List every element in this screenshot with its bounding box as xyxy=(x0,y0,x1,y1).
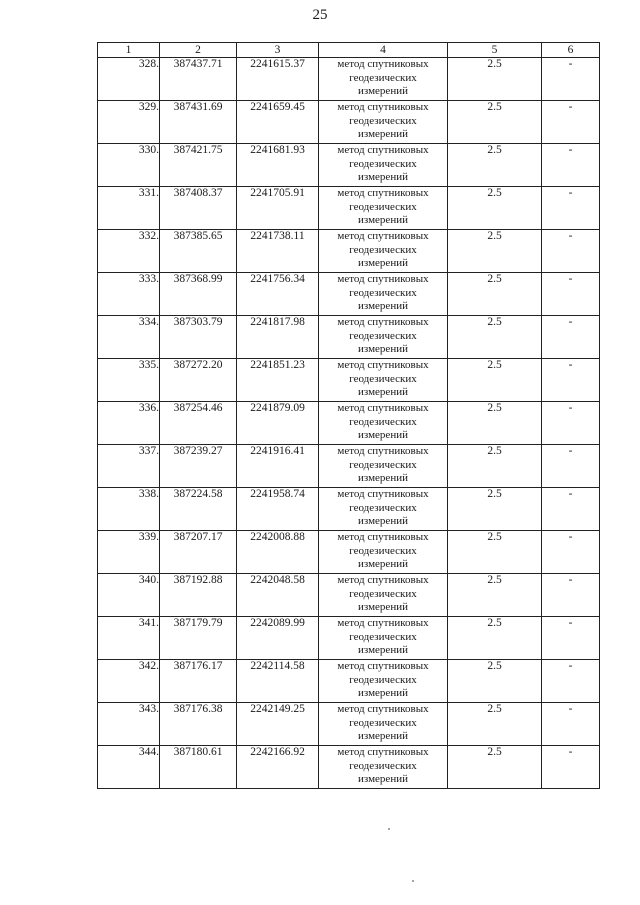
y-coordinate-cell: 2241851.23 xyxy=(237,359,319,402)
note-cell: - xyxy=(542,273,600,316)
note-cell: - xyxy=(542,617,600,660)
accuracy-cell: 2.5 xyxy=(448,617,542,660)
header-row xyxy=(98,43,600,58)
x-coordinate-cell: 387303.79 xyxy=(160,316,237,359)
method-line: измерений xyxy=(358,85,408,97)
column-header: 1 xyxy=(98,43,160,58)
point-number-cell: 328. xyxy=(98,58,160,101)
method-cell xyxy=(319,746,448,789)
method-line: измерений xyxy=(358,558,408,570)
note-cell: - xyxy=(542,230,600,273)
table-row xyxy=(98,316,600,359)
column-header: 6 xyxy=(542,43,600,58)
y-coordinate-cell: 2241916.41 xyxy=(237,445,319,488)
method-line: измерений xyxy=(358,601,408,613)
accuracy-cell: 2.5 xyxy=(448,488,542,531)
x-coordinate-cell: 387192.88 xyxy=(160,574,237,617)
method-line: измерений xyxy=(358,515,408,527)
point-number-cell: 340. xyxy=(98,574,160,617)
method-line: метод спутниковых xyxy=(337,703,429,715)
method-line: метод спутниковых xyxy=(337,531,429,543)
method-line: метод спутниковых xyxy=(337,316,429,328)
method-cell xyxy=(319,617,448,660)
method-line: метод спутниковых xyxy=(337,144,429,156)
accuracy-cell: 2.5 xyxy=(448,402,542,445)
method-cell xyxy=(319,402,448,445)
coordinates-table xyxy=(97,42,600,789)
table-row xyxy=(98,273,600,316)
method-cell xyxy=(319,230,448,273)
column-header: 2 xyxy=(160,43,237,58)
table-body xyxy=(98,58,600,789)
note-cell: - xyxy=(542,144,600,187)
table-header xyxy=(98,43,600,58)
point-number-cell: 341. xyxy=(98,617,160,660)
method-line: метод спутниковых xyxy=(337,402,429,414)
accuracy-cell: 2.5 xyxy=(448,316,542,359)
table-row xyxy=(98,574,600,617)
column-header: 3 xyxy=(237,43,319,58)
accuracy-cell: 2.5 xyxy=(448,273,542,316)
accuracy-cell: 2.5 xyxy=(448,101,542,144)
accuracy-cell: 2.5 xyxy=(448,359,542,402)
table-row xyxy=(98,703,600,746)
y-coordinate-cell: 2241958.74 xyxy=(237,488,319,531)
note-cell: - xyxy=(542,101,600,144)
column-header: 5 xyxy=(448,43,542,58)
x-coordinate-cell: 387224.58 xyxy=(160,488,237,531)
method-cell xyxy=(319,703,448,746)
method-line: измерений xyxy=(358,429,408,441)
method-line: метод спутниковых xyxy=(337,230,429,242)
note-cell: - xyxy=(542,359,600,402)
method-line: метод спутниковых xyxy=(337,660,429,672)
method-cell xyxy=(319,144,448,187)
method-line: метод спутниковых xyxy=(337,359,429,371)
method-line: геодезических xyxy=(349,114,417,127)
y-coordinate-cell: 2242089.99 xyxy=(237,617,319,660)
note-cell: - xyxy=(542,316,600,359)
accuracy-cell: 2.5 xyxy=(448,445,542,488)
note-cell: - xyxy=(542,488,600,531)
accuracy-cell: 2.5 xyxy=(448,187,542,230)
y-coordinate-cell: 2242048.58 xyxy=(237,574,319,617)
method-cell xyxy=(319,316,448,359)
method-line: измерений xyxy=(358,171,408,183)
table-row xyxy=(98,359,600,402)
point-number-cell: 332. xyxy=(98,230,160,273)
note-cell: - xyxy=(542,703,600,746)
method-line: геодезических xyxy=(349,243,417,256)
note-cell: - xyxy=(542,445,600,488)
method-line: измерений xyxy=(358,730,408,742)
point-number-cell: 333. xyxy=(98,273,160,316)
x-coordinate-cell: 387180.61 xyxy=(160,746,237,789)
table-row xyxy=(98,101,600,144)
point-number-cell: 344. xyxy=(98,746,160,789)
table-row xyxy=(98,488,600,531)
table-row xyxy=(98,230,600,273)
point-number-cell: 330. xyxy=(98,144,160,187)
accuracy-cell: 2.5 xyxy=(448,531,542,574)
method-line: измерений xyxy=(358,773,408,785)
point-number-cell: 334. xyxy=(98,316,160,359)
y-coordinate-cell: 2241738.11 xyxy=(237,230,319,273)
table-row xyxy=(98,445,600,488)
method-line: геодезических xyxy=(349,759,417,772)
method-line: измерений xyxy=(358,257,408,269)
accuracy-cell: 2.5 xyxy=(448,660,542,703)
table-row xyxy=(98,144,600,187)
method-cell xyxy=(319,101,448,144)
scan-speck xyxy=(412,880,414,882)
method-line: геодезических xyxy=(349,200,417,213)
method-line: геодезических xyxy=(349,544,417,557)
method-line: метод спутниковых xyxy=(337,187,429,199)
method-line: метод спутниковых xyxy=(337,445,429,457)
x-coordinate-cell: 387272.20 xyxy=(160,359,237,402)
table-row xyxy=(98,617,600,660)
x-coordinate-cell: 387176.38 xyxy=(160,703,237,746)
table-row xyxy=(98,58,600,101)
method-cell xyxy=(319,445,448,488)
method-line: метод спутниковых xyxy=(337,101,429,113)
method-cell xyxy=(319,488,448,531)
page-number: 25 xyxy=(312,7,328,23)
point-number-cell: 336. xyxy=(98,402,160,445)
accuracy-cell: 2.5 xyxy=(448,746,542,789)
table-row xyxy=(98,746,600,789)
point-number-cell: 339. xyxy=(98,531,160,574)
method-line: измерений xyxy=(358,386,408,398)
note-cell: - xyxy=(542,574,600,617)
x-coordinate-cell: 387239.27 xyxy=(160,445,237,488)
method-line: геодезических xyxy=(349,716,417,729)
x-coordinate-cell: 387254.46 xyxy=(160,402,237,445)
method-line: метод спутниковых xyxy=(337,574,429,586)
table-row xyxy=(98,402,600,445)
method-line: метод спутниковых xyxy=(337,273,429,285)
x-coordinate-cell: 387176.17 xyxy=(160,660,237,703)
point-number-cell: 335. xyxy=(98,359,160,402)
note-cell: - xyxy=(542,746,600,789)
accuracy-cell: 2.5 xyxy=(448,703,542,746)
note-cell: - xyxy=(542,531,600,574)
method-line: геодезических xyxy=(349,286,417,299)
table-row xyxy=(98,187,600,230)
method-line: измерений xyxy=(358,472,408,484)
method-line: геодезических xyxy=(349,458,417,471)
method-line: измерений xyxy=(358,644,408,656)
method-line: метод спутниковых xyxy=(337,746,429,758)
y-coordinate-cell: 2241705.91 xyxy=(237,187,319,230)
point-number-cell: 342. xyxy=(98,660,160,703)
x-coordinate-cell: 387408.37 xyxy=(160,187,237,230)
y-coordinate-cell: 2241879.09 xyxy=(237,402,319,445)
y-coordinate-cell: 2241817.98 xyxy=(237,316,319,359)
y-coordinate-cell: 2242166.92 xyxy=(237,746,319,789)
accuracy-cell: 2.5 xyxy=(448,144,542,187)
method-cell xyxy=(319,531,448,574)
method-line: геодезических xyxy=(349,587,417,600)
method-cell xyxy=(319,574,448,617)
method-line: геодезических xyxy=(349,329,417,342)
x-coordinate-cell: 387421.75 xyxy=(160,144,237,187)
method-cell xyxy=(319,58,448,101)
scan-speck xyxy=(388,828,390,830)
method-line: геодезических xyxy=(349,372,417,385)
y-coordinate-cell: 2242008.88 xyxy=(237,531,319,574)
method-line: геодезических xyxy=(349,415,417,428)
table-row xyxy=(98,660,600,703)
note-cell: - xyxy=(542,402,600,445)
x-coordinate-cell: 387385.65 xyxy=(160,230,237,273)
y-coordinate-cell: 2242149.25 xyxy=(237,703,319,746)
point-number-cell: 331. xyxy=(98,187,160,230)
point-number-cell: 337. xyxy=(98,445,160,488)
method-line: измерений xyxy=(358,687,408,699)
y-coordinate-cell: 2241756.34 xyxy=(237,273,319,316)
point-number-cell: 329. xyxy=(98,101,160,144)
method-line: геодезических xyxy=(349,157,417,170)
method-line: геодезических xyxy=(349,673,417,686)
method-cell xyxy=(319,359,448,402)
point-number-cell: 343. xyxy=(98,703,160,746)
x-coordinate-cell: 387207.17 xyxy=(160,531,237,574)
y-coordinate-cell: 2241681.93 xyxy=(237,144,319,187)
table-row xyxy=(98,531,600,574)
point-number-cell: 338. xyxy=(98,488,160,531)
note-cell: - xyxy=(542,187,600,230)
method-line: метод спутниковых xyxy=(337,488,429,500)
method-line: измерений xyxy=(358,128,408,140)
method-line: метод спутниковых xyxy=(337,617,429,629)
method-line: геодезических xyxy=(349,71,417,84)
accuracy-cell: 2.5 xyxy=(448,230,542,273)
accuracy-cell: 2.5 xyxy=(448,574,542,617)
method-cell xyxy=(319,660,448,703)
y-coordinate-cell: 2242114.58 xyxy=(237,660,319,703)
note-cell: - xyxy=(542,660,600,703)
method-line: измерений xyxy=(358,300,408,312)
method-line: измерений xyxy=(358,214,408,226)
column-header: 4 xyxy=(319,43,448,58)
method-cell xyxy=(319,187,448,230)
method-line: измерений xyxy=(358,343,408,355)
y-coordinate-cell: 2241615.37 xyxy=(237,58,319,101)
method-line: геодезических xyxy=(349,501,417,514)
y-coordinate-cell: 2241659.45 xyxy=(237,101,319,144)
method-line: метод спутниковых xyxy=(337,58,429,70)
x-coordinate-cell: 387431.69 xyxy=(160,101,237,144)
x-coordinate-cell: 387179.79 xyxy=(160,617,237,660)
accuracy-cell: 2.5 xyxy=(448,58,542,101)
method-cell xyxy=(319,273,448,316)
method-line: геодезических xyxy=(349,630,417,643)
x-coordinate-cell: 387437.71 xyxy=(160,58,237,101)
note-cell: - xyxy=(542,58,600,101)
x-coordinate-cell: 387368.99 xyxy=(160,273,237,316)
